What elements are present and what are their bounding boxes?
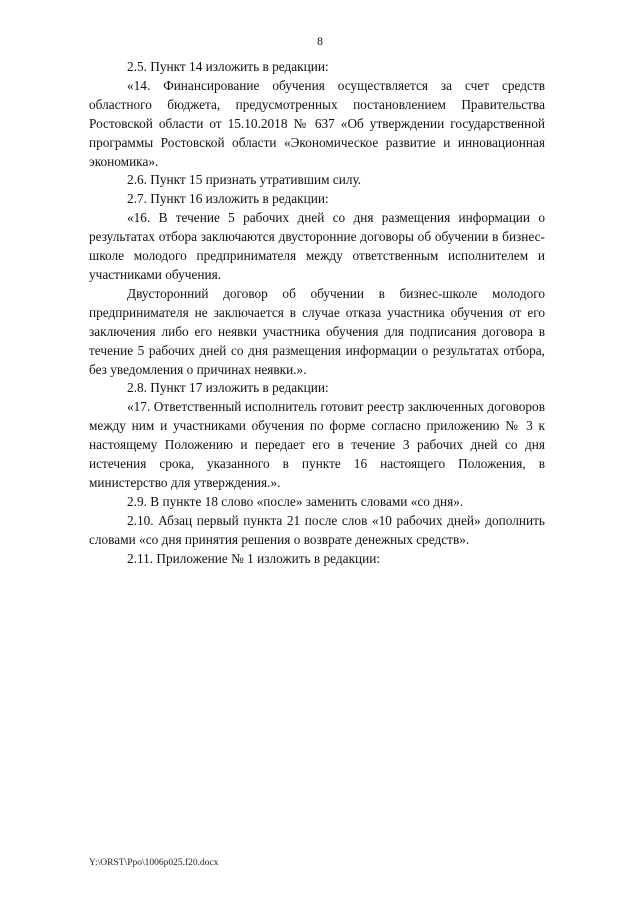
paragraph-2-11: 2.11. Приложение № 1 изложить в редакции: [127, 550, 381, 566]
paragraph-2-10: 2.10. Абзац первый пункта 21 после слов «10 рабочих дней» дополнить словами «со дня принятия решения о возврате денежных средств». [89, 512, 545, 547]
paragraph-item-17: «17. Ответственный исполнитель готовит реестр заключенных договоров между ним и участниками обучения по форме согласно приложению № 3 к настоящему Положению и передает его в течение 3 рабочих дней со дня истечения срока, указанного в пункте 16 настоящего Положения, в министерство для утверждения.». [89, 399, 545, 490]
paragraph-2-6: 2.6. Пункт 15 признать утратившим силу. [127, 172, 362, 188]
paragraph-2-5: 2.5. Пункт 14 изложить в редакции: [127, 59, 329, 74]
document-body [89, 58, 545, 568]
file-path-footer: Y:\ORST\Ppo\1006p025.f20.docx [89, 858, 219, 868]
paragraph-item-14: «14. Финансирование обучения осуществляется за счет средств областного бюджета, предусмотренных постановлением Правительства Ростовской области от 15.10.2018 № 637 «Об утверждении государственной программы Ростовской области «Экономическое развитие и инновационная экономика». [89, 77, 545, 169]
paragraph-bilateral-contract: Двусторонний договор об обучении в бизнес-школе молодого предпринимателя не заключается в случае отказа участника обучения от его заключения либо его неявки участника обучения для подписания договора в течение 5 рабочих дней со дня размещения информации о результатах отбора, без уведомления о причинах неявки.». [89, 285, 545, 377]
paragraph-2-9: 2.9. В пункте 18 слово «после» заменить словами «со дня». [127, 493, 464, 509]
paragraph-item-16: «16. В течение 5 рабочих дней со дня размещения информации о результатах отбора заключаются двусторонние договоры об обучении в бизнес-школе молодого предпринимателя между ответственным исполнителем и участниками обучения. [89, 210, 545, 282]
page-number: 8 [317, 34, 323, 48]
paragraph-2-8: 2.8. Пункт 17 изложить в редакции: [127, 380, 329, 396]
paragraph-2-7: 2.7. Пункт 16 изложить в редакции: [127, 191, 329, 207]
